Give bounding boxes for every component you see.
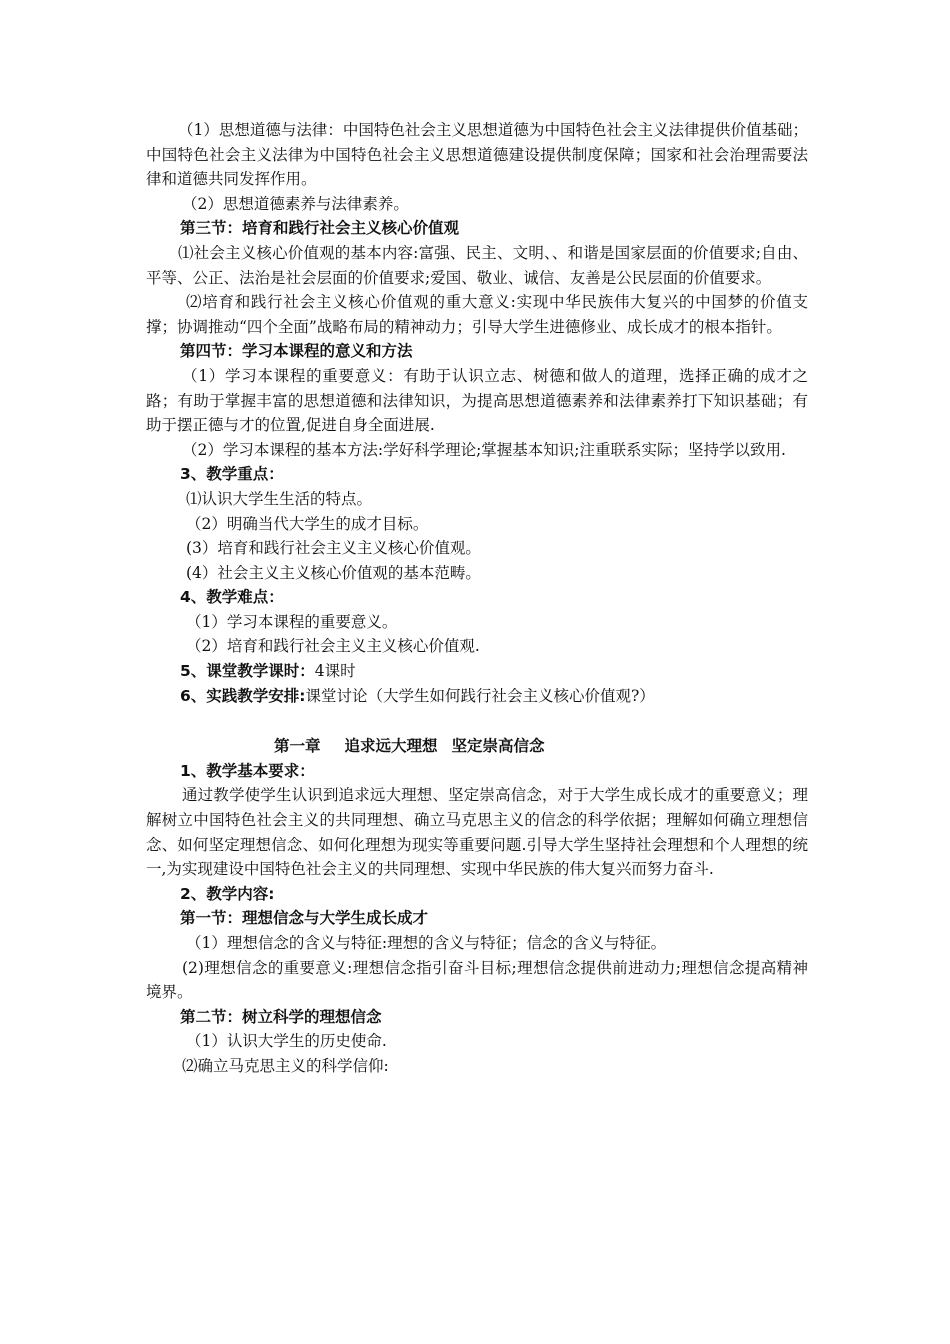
class-hours-label: 5、课堂教学课时：	[180, 662, 315, 681]
paragraph: （2）思想道德素养与法律素养。	[182, 194, 409, 213]
list-item: （2）明确当代大学生的成才目标。	[186, 514, 429, 533]
list-heading: 1、教学基本要求：	[180, 761, 315, 780]
list-item: (4）社会主义主义核心价值观的基本范畴。	[186, 563, 481, 582]
paragraph: （1）理想信念的含义与特征:理想的含义与特征；信念的含义与特征。	[186, 934, 667, 952]
list-item: ⑴认识大学生生活的特点。	[186, 489, 373, 508]
list-item: (3）培育和践行社会主义主义核心价值观。	[186, 539, 481, 558]
paragraph: 通过教学使学生认识到追求远大理想、坚定崇高信念，对于大学生成长成才的重要意义；理解树立中国特色社会主义的共同理想、确立马克思主义的信念的科学依据；理解如何确立理想信念、如何坚定理想信念、如何化理想为现实等重要问题.引导大学生坚持社会理想和个人理想的统一,为实现建设中国特色社会主义的共同理想、实现中华民族的伟大复兴而努力奋斗.	[146, 786, 808, 879]
list-item: （1）认识大学生的历史使命.	[186, 1032, 387, 1051]
section-heading: 第四节：学习本课程的意义和方法	[180, 342, 413, 361]
paragraph: （1）学习本课程的重要意义：有助于认识立志、树德和做人的道理，选择正确的成才之路；有助于掌握丰富的思想道德和法律知识，为提高思想道德素养和法律素养打下知识基础；有助于摆正德与才的位置,促进自身全面进展.	[146, 366, 808, 435]
paragraph: (2)理想信念的重要意义:理想信念指引奋斗目标;理想信念提供前进动力;理想信念提高精神境界。	[146, 958, 808, 1002]
class-hours-value: 4课时	[314, 662, 356, 681]
chapter-title-part1: 追求远大理想	[344, 737, 438, 756]
document-body	[146, 118, 808, 1079]
paragraph: （2）学习本课程的基本方法:学好科学理论;掌握基本知识;注重联系实际；坚持学以致用.	[182, 440, 786, 459]
list-item: （1）学习本课程的重要意义。	[186, 612, 398, 631]
paragraph: （1）思想道德与法律：中国特色社会主义思想道德为中国特色社会主义法律提供价值基础；中国特色社会主义法律为中国特色社会主义思想道德建设提供制度保障；国家和社会治理需要法律和道德共同发挥作用。	[146, 121, 808, 189]
chapter-title	[146, 734, 808, 759]
list-item: ⑵确立马克思主义的科学信仰:	[182, 1056, 389, 1075]
practice-value: 课堂讨论（大学生如何践行社会主义核心价值观?）	[305, 686, 655, 705]
list-item: （2）培育和践行社会主义主义核心价值观.	[186, 637, 480, 656]
list-heading: 3、教学重点：	[180, 465, 284, 484]
practice-label: 6、实践教学安排:	[180, 686, 306, 705]
class-hours-line	[146, 659, 808, 684]
list-heading: 4、教学难点：	[180, 588, 284, 607]
chapter-title-part2: 坚定崇高信念	[451, 737, 545, 756]
list-heading: 2、教学内容:	[180, 884, 275, 903]
practice-line	[146, 684, 808, 709]
paragraph: ⑵培育和践行社会主义核心价值观的重大意义:实现中华民族伟大复兴的中国梦的价值支撑；协调推动“四个全面”战略布局的精神动力；引导大学生进德修业、成长成才的根本指针。	[146, 293, 808, 336]
section-heading: 第三节：培育和践行社会主义核心价值观	[180, 219, 460, 238]
section-heading: 第一节：理想信念与大学生成长成才	[180, 909, 429, 928]
chapter-number: 第一章	[274, 737, 321, 756]
paragraph: ⑴社会主义核心价值观的基本内容:富强、民主、文明、、和谐是国家层面的价值要求;自由、平等、公正、法治是社会层面的价值要求;爱国、敬业、诚信、友善是公民层面的价值要求。	[146, 243, 808, 287]
section-heading: 第二节：树立科学的理想信念	[180, 1007, 382, 1026]
